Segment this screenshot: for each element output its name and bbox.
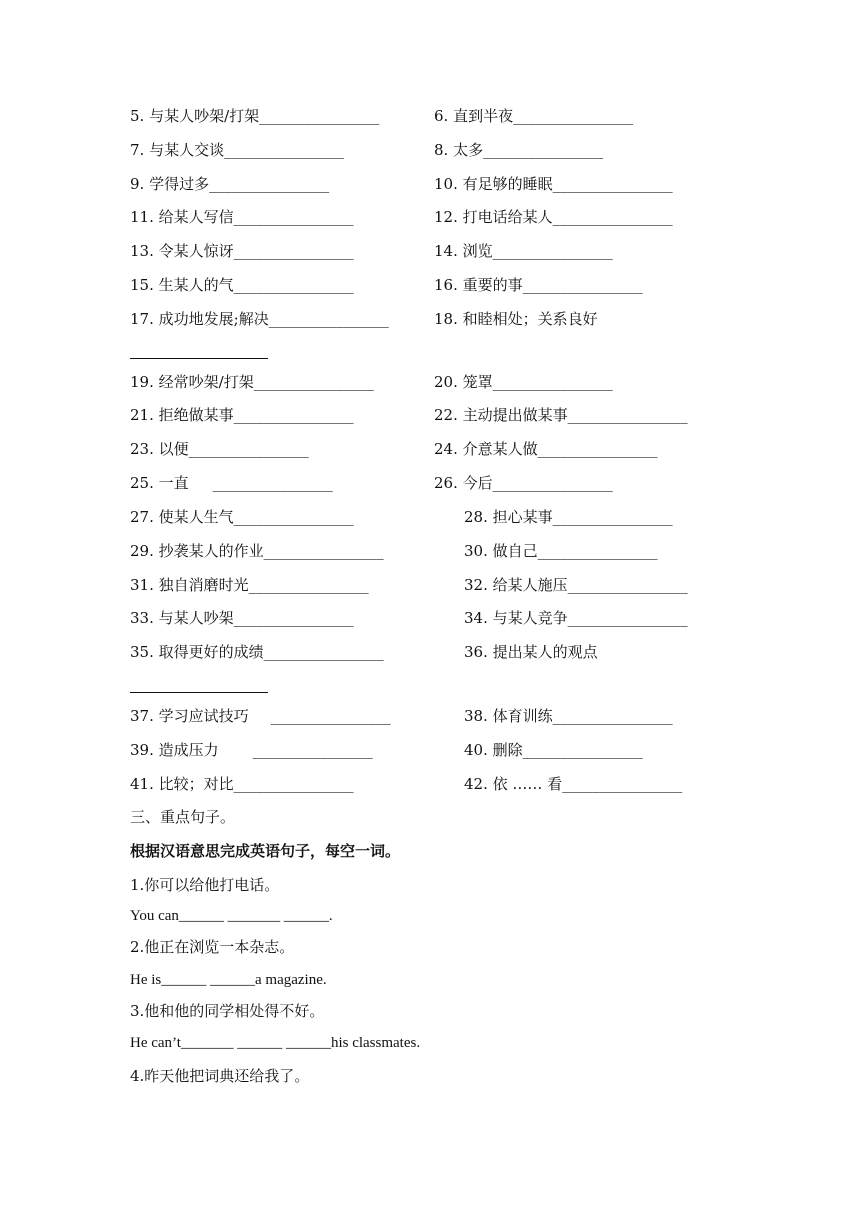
- item-text: 与某人竞争: [492, 609, 568, 627]
- answer-blank[interactable]: ________________: [233, 609, 354, 627]
- item-number: 20.: [434, 373, 458, 391]
- phrase-item: [130, 740, 373, 760]
- item-text: 一直: [158, 474, 189, 492]
- phrase-item: [130, 207, 354, 227]
- item-number: 27.: [130, 508, 154, 526]
- item-text: 今后: [462, 474, 493, 492]
- answer-blank[interactable]: ________________: [224, 141, 345, 159]
- item-number: 13.: [130, 242, 154, 260]
- item-number: 30.: [464, 542, 488, 560]
- item-number: 10.: [434, 175, 458, 193]
- answer-blank[interactable]: ________________: [188, 440, 309, 458]
- sentence-chinese: 2.他正在浏览一本杂志。: [130, 938, 295, 956]
- phrase-item: [464, 608, 688, 628]
- item-text: 与某人吵架/打架: [149, 107, 260, 125]
- section-heading: 三、重点句子。: [130, 808, 236, 826]
- item-text: 拒绝做某事: [158, 406, 234, 424]
- answer-blank[interactable]: ________________: [233, 208, 354, 226]
- item-text: 浏览: [462, 242, 493, 260]
- phrase-item: [130, 642, 384, 662]
- sentence-english[interactable]: He is______ ______a magazine.: [130, 972, 327, 988]
- item-text: 笼罩: [462, 373, 493, 391]
- phrase-item: [130, 774, 354, 794]
- phrase-item: [434, 241, 613, 261]
- phrase-item: [464, 541, 658, 561]
- answer-blank[interactable]: ________________: [252, 741, 373, 759]
- item-text: 抄袭某人的作业: [158, 542, 264, 560]
- phrase-item: [464, 575, 688, 595]
- phrase-item: [434, 174, 673, 194]
- item-text: 做自己: [492, 542, 538, 560]
- item-number: 41.: [130, 775, 154, 793]
- answer-blank[interactable]: ________________: [522, 276, 643, 294]
- item-number: 8.: [434, 141, 449, 159]
- item-number: 7.: [130, 141, 145, 159]
- item-text: 给某人施压: [492, 576, 568, 594]
- phrase-item: [130, 140, 344, 160]
- item-text: 与某人交谈: [149, 141, 225, 159]
- phrase-item: [130, 608, 354, 628]
- item-text: 和睦相处；关系良好: [462, 310, 598, 328]
- phrase-item: [464, 774, 682, 794]
- answer-blank[interactable]: ________________: [522, 741, 643, 759]
- answer-blank[interactable]: ________________: [209, 175, 330, 193]
- item-number: 17.: [130, 310, 154, 328]
- answer-blank[interactable]: ________________: [552, 175, 673, 193]
- item-number: 35.: [130, 643, 154, 661]
- phrase-item: [130, 241, 354, 261]
- item-text: 经常吵架/打架: [158, 373, 254, 391]
- item-number: 12.: [434, 208, 458, 226]
- item-number: 31.: [130, 576, 154, 594]
- item-text: 提出某人的观点: [492, 643, 598, 661]
- item-number: 14.: [434, 242, 458, 260]
- phrase-item: [434, 439, 658, 459]
- item-text: 担心某事: [492, 508, 553, 526]
- answer-blank[interactable]: ________________: [492, 242, 613, 260]
- item-number: 37.: [130, 707, 154, 725]
- answer-blank[interactable]: ________________: [270, 707, 391, 725]
- phrase-item: [434, 372, 613, 392]
- phrase-item: [130, 106, 379, 126]
- phrase-item: [464, 706, 673, 726]
- answer-blank-wrapped[interactable]: [130, 691, 268, 693]
- sentence-english[interactable]: You can______ _______ ______.: [130, 908, 333, 924]
- answer-blank[interactable]: ________________: [248, 576, 369, 594]
- item-text: 主动提出做某事: [462, 406, 568, 424]
- item-number: 5.: [130, 107, 145, 125]
- item-text: 太多: [453, 141, 484, 159]
- phrase-item: [130, 575, 369, 595]
- answer-blank[interactable]: ________________: [212, 474, 333, 492]
- answer-blank[interactable]: ________________: [552, 508, 673, 526]
- item-text: 学得过多: [149, 175, 210, 193]
- item-text: 给某人写信: [158, 208, 234, 226]
- answer-blank[interactable]: ________________: [567, 609, 688, 627]
- phrase-item: [464, 740, 643, 760]
- item-text: 使某人生气: [158, 508, 234, 526]
- item-number: 22.: [434, 406, 458, 424]
- answer-blank[interactable]: ________________: [268, 310, 389, 328]
- answer-blank[interactable]: ________________: [513, 107, 634, 125]
- item-number: 29.: [130, 542, 154, 560]
- phrase-item: [434, 275, 643, 295]
- phrase-item: [130, 309, 389, 329]
- item-number: 33.: [130, 609, 154, 627]
- item-number: 42.: [464, 775, 488, 793]
- answer-blank[interactable]: ________________: [492, 373, 613, 391]
- item-text: 以便: [158, 440, 189, 458]
- phrase-item: [434, 473, 613, 493]
- sentence-chinese: 4.昨天他把词典还给我了。: [130, 1067, 310, 1085]
- answer-blank[interactable]: ________________: [567, 406, 688, 424]
- phrase-item: [434, 405, 688, 425]
- item-number: 11.: [130, 208, 154, 226]
- answer-blank[interactable]: ________________: [253, 373, 374, 391]
- answer-blank[interactable]: ________________: [562, 775, 683, 793]
- phrase-item: [434, 106, 633, 126]
- answer-blank[interactable]: ________________: [552, 707, 673, 725]
- item-number: 15.: [130, 276, 154, 294]
- item-number: 32.: [464, 576, 488, 594]
- item-text: 造成压力: [158, 741, 219, 759]
- answer-blank[interactable]: ________________: [537, 440, 658, 458]
- answer-blank[interactable]: ________________: [263, 542, 384, 560]
- answer-blank[interactable]: ________________: [233, 276, 354, 294]
- item-number: 40.: [464, 741, 488, 759]
- answer-blank[interactable]: ________________: [263, 643, 384, 661]
- item-number: 19.: [130, 373, 154, 391]
- answer-blank[interactable]: ________________: [552, 208, 673, 226]
- answer-blank-wrapped[interactable]: [130, 357, 268, 359]
- item-text: 依 …… 看: [492, 775, 563, 793]
- answer-blank[interactable]: ________________: [233, 775, 354, 793]
- item-number: 38.: [464, 707, 488, 725]
- item-text: 生某人的气: [158, 276, 234, 294]
- phrase-item: [130, 706, 391, 726]
- item-number: 25.: [130, 474, 154, 492]
- item-text: 重要的事: [462, 276, 523, 294]
- answer-blank[interactable]: ________________: [483, 141, 604, 159]
- answer-blank[interactable]: ________________: [259, 107, 380, 125]
- item-number: 21.: [130, 406, 154, 424]
- phrase-item: [130, 174, 329, 194]
- item-text: 取得更好的成绩: [158, 643, 264, 661]
- item-text: 比较；对比: [158, 775, 234, 793]
- phrase-item: [130, 275, 354, 295]
- answer-blank[interactable]: ________________: [567, 576, 688, 594]
- item-text: 删除: [492, 741, 523, 759]
- item-text: 与某人吵架: [158, 609, 234, 627]
- item-number: 34.: [464, 609, 488, 627]
- item-number: 26.: [434, 474, 458, 492]
- phrase-item: [130, 507, 354, 527]
- item-text: 独自消磨时光: [158, 576, 249, 594]
- answer-blank[interactable]: ________________: [233, 242, 354, 260]
- sentence-chinese: 3.他和他的同学相处得不好。: [130, 1002, 325, 1020]
- phrase-item: [130, 541, 384, 561]
- phrase-item: [464, 642, 598, 662]
- phrase-item: [130, 473, 333, 493]
- item-number: 36.: [464, 643, 488, 661]
- item-text: 有足够的睡眠: [462, 175, 553, 193]
- item-text: 直到半夜: [453, 107, 514, 125]
- phrase-item: [434, 140, 603, 160]
- item-number: 18.: [434, 310, 458, 328]
- answer-blank[interactable]: ________________: [233, 508, 354, 526]
- item-number: 9.: [130, 175, 145, 193]
- sentence-english[interactable]: He can’t_______ ______ ______his classmates.: [130, 1035, 421, 1051]
- phrase-item: [130, 405, 354, 425]
- answer-blank[interactable]: ________________: [233, 406, 354, 424]
- phrase-item: [434, 207, 673, 227]
- answer-blank[interactable]: ________________: [492, 474, 613, 492]
- item-text: 打电话给某人: [462, 208, 553, 226]
- item-text: 成功地发展;解决: [158, 310, 269, 328]
- item-number: 39.: [130, 741, 154, 759]
- item-number: 23.: [130, 440, 154, 458]
- phrase-item: [464, 507, 673, 527]
- phrase-item: [434, 309, 598, 329]
- section-instruction: 根据汉语意思完成英语句子，每空一词。: [130, 842, 401, 860]
- answer-blank[interactable]: ________________: [537, 542, 658, 560]
- item-text: 介意某人做: [462, 440, 538, 458]
- sentence-chinese: 1.你可以给他打电话。: [130, 876, 280, 894]
- item-number: 6.: [434, 107, 449, 125]
- phrase-item: [130, 372, 374, 392]
- item-text: 学习应试技巧: [158, 707, 249, 725]
- item-text: 体育训练: [492, 707, 553, 725]
- item-number: 16.: [434, 276, 458, 294]
- item-number: 24.: [434, 440, 458, 458]
- item-number: 28.: [464, 508, 488, 526]
- phrase-item: [130, 439, 309, 459]
- item-text: 令某人惊讶: [158, 242, 234, 260]
